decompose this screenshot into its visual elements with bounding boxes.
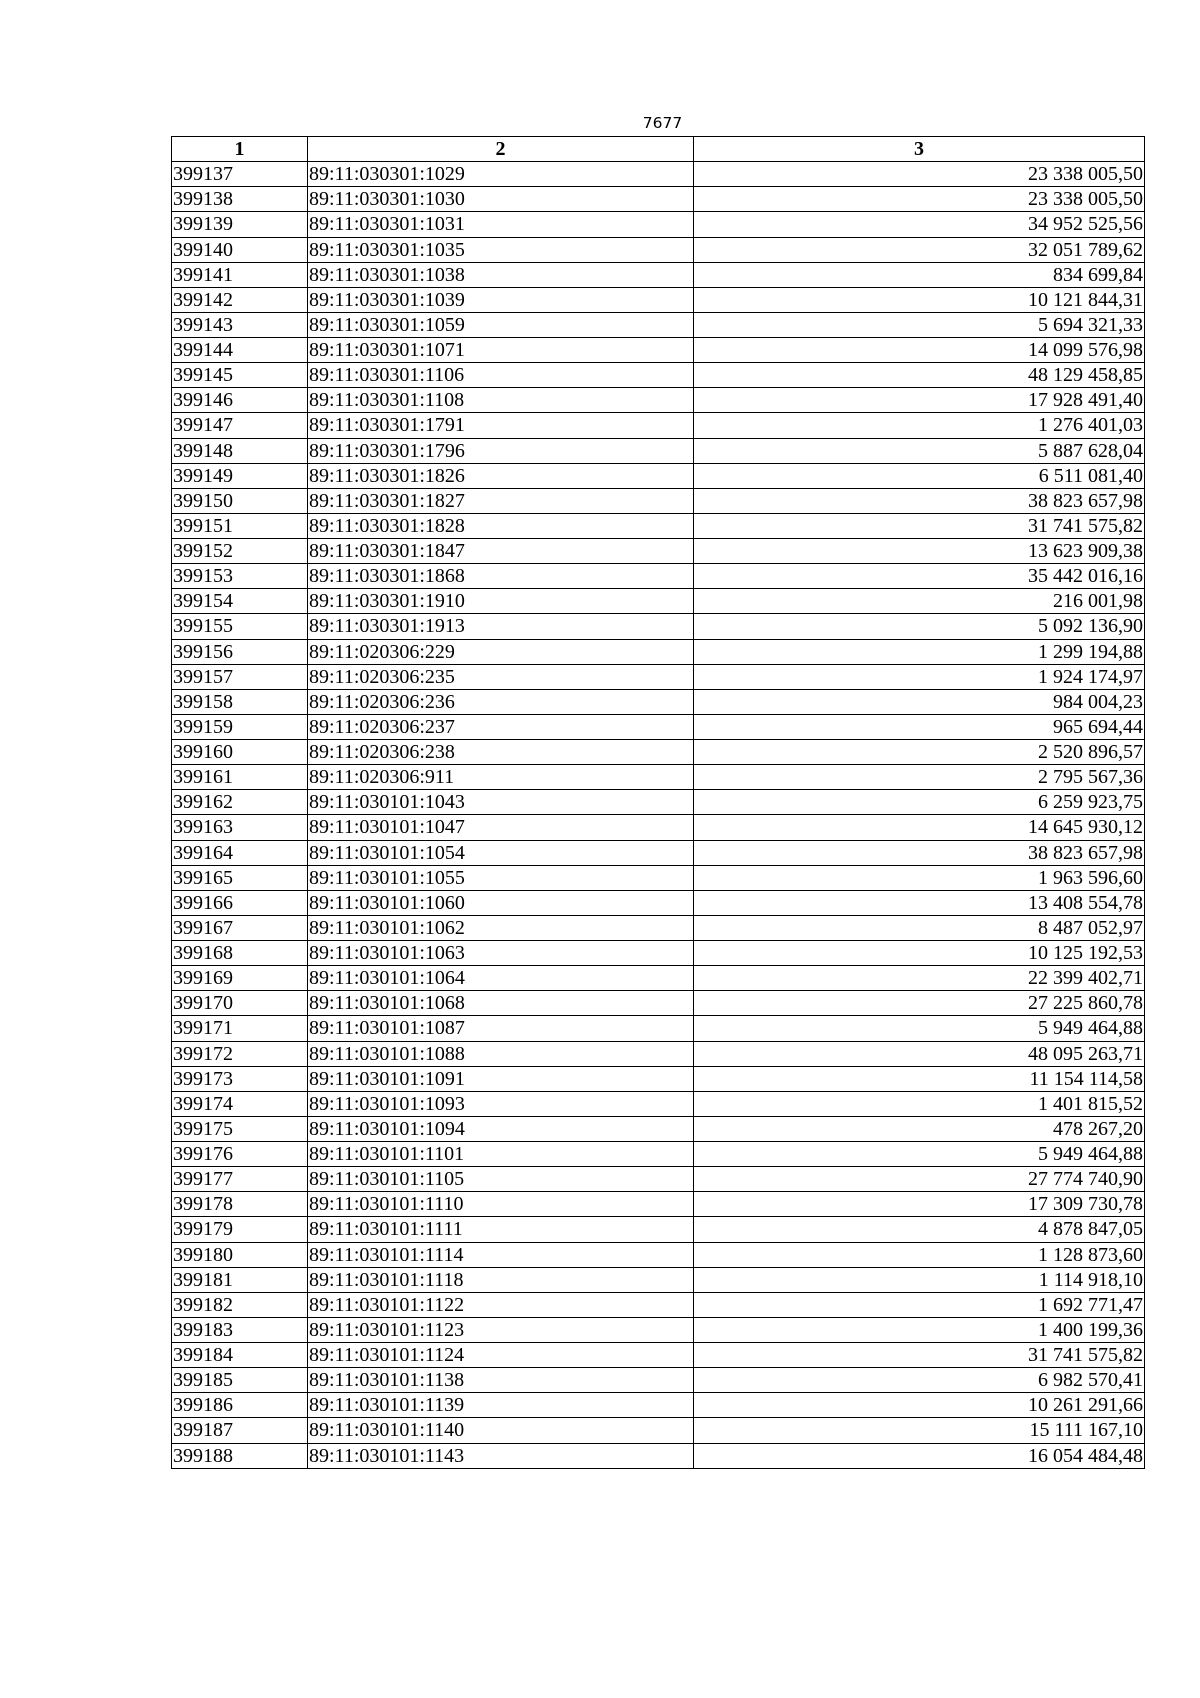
record-number-cell: 399151 — [172, 513, 308, 538]
value-cell: 6 259 923,75 — [694, 790, 1145, 815]
cadastral-number-cell: 89:11:030101:1088 — [308, 1041, 694, 1066]
table-row — [172, 1368, 1145, 1393]
table-row — [172, 237, 1145, 262]
value-cell: 1 924 174,97 — [694, 664, 1145, 689]
table-row — [172, 287, 1145, 312]
table-row — [172, 262, 1145, 287]
record-number-cell: 399137 — [172, 162, 308, 187]
value-cell: 6 511 081,40 — [694, 463, 1145, 488]
value-cell: 8 487 052,97 — [694, 915, 1145, 940]
record-number-cell: 399163 — [172, 815, 308, 840]
table-row — [172, 1393, 1145, 1418]
value-cell: 38 823 657,98 — [694, 840, 1145, 865]
record-number-cell: 399173 — [172, 1066, 308, 1091]
record-number-cell: 399150 — [172, 488, 308, 513]
cadastral-number-cell: 89:11:020306:238 — [308, 740, 694, 765]
table-row — [172, 941, 1145, 966]
table-row — [172, 388, 1145, 413]
cadastral-number-cell: 89:11:030301:1059 — [308, 312, 694, 337]
table-row — [172, 1016, 1145, 1041]
record-number-cell: 399148 — [172, 438, 308, 463]
record-number-cell: 399149 — [172, 463, 308, 488]
cadastral-number-cell: 89:11:030101:1087 — [308, 1016, 694, 1041]
table-row — [172, 1343, 1145, 1368]
value-cell: 1 401 815,52 — [694, 1091, 1145, 1116]
cadastral-number-cell: 89:11:030101:1114 — [308, 1242, 694, 1267]
value-cell: 216 001,98 — [694, 589, 1145, 614]
record-number-cell: 399164 — [172, 840, 308, 865]
value-cell: 478 267,20 — [694, 1116, 1145, 1141]
cadastral-number-cell: 89:11:030301:1828 — [308, 513, 694, 538]
record-number-cell: 399168 — [172, 941, 308, 966]
table-row — [172, 639, 1145, 664]
value-cell: 38 823 657,98 — [694, 488, 1145, 513]
table-row — [172, 664, 1145, 689]
table-row — [172, 966, 1145, 991]
record-number-cell: 399155 — [172, 614, 308, 639]
table-row — [172, 1292, 1145, 1317]
table-row — [172, 539, 1145, 564]
cadastral-number-cell: 89:11:030101:1047 — [308, 815, 694, 840]
value-cell: 834 699,84 — [694, 262, 1145, 287]
table-row — [172, 1443, 1145, 1468]
cadastral-number-cell: 89:11:030101:1063 — [308, 941, 694, 966]
table-row — [172, 1167, 1145, 1192]
cadastral-number-cell: 89:11:020306:911 — [308, 765, 694, 790]
value-cell: 23 338 005,50 — [694, 187, 1145, 212]
value-cell: 11 154 114,58 — [694, 1066, 1145, 1091]
cadastral-number-cell: 89:11:020306:235 — [308, 664, 694, 689]
table-row — [172, 1217, 1145, 1242]
table-row — [172, 187, 1145, 212]
cadastral-number-cell: 89:11:020306:229 — [308, 639, 694, 664]
record-number-cell: 399169 — [172, 966, 308, 991]
page-number: 7677 — [642, 114, 683, 132]
cadastral-number-cell: 89:11:030101:1122 — [308, 1292, 694, 1317]
table-row — [172, 840, 1145, 865]
value-cell: 48 095 263,71 — [694, 1041, 1145, 1066]
cadastral-number-cell: 89:11:030101:1143 — [308, 1443, 694, 1468]
cadastral-number-cell: 89:11:030101:1123 — [308, 1317, 694, 1342]
record-number-cell: 399187 — [172, 1418, 308, 1443]
cadastral-number-cell: 89:11:020306:237 — [308, 714, 694, 739]
record-number-cell: 399175 — [172, 1116, 308, 1141]
table-row — [172, 212, 1145, 237]
cadastral-number-cell: 89:11:030101:1110 — [308, 1192, 694, 1217]
table-row — [172, 1267, 1145, 1292]
table-row — [172, 714, 1145, 739]
value-cell: 35 442 016,16 — [694, 564, 1145, 589]
value-cell: 5 694 321,33 — [694, 312, 1145, 337]
table-row — [172, 865, 1145, 890]
record-number-cell: 399139 — [172, 212, 308, 237]
cadastral-number-cell: 89:11:030301:1913 — [308, 614, 694, 639]
cadastral-number-cell: 89:11:030301:1071 — [308, 338, 694, 363]
record-number-cell: 399142 — [172, 287, 308, 312]
cadastral-number-cell: 89:11:030301:1029 — [308, 162, 694, 187]
value-cell: 1 114 918,10 — [694, 1267, 1145, 1292]
record-number-cell: 399186 — [172, 1393, 308, 1418]
record-number-cell: 399153 — [172, 564, 308, 589]
record-number-cell: 399184 — [172, 1343, 308, 1368]
column-header-2: 2 — [308, 137, 694, 162]
record-number-cell: 399166 — [172, 890, 308, 915]
value-cell: 22 399 402,71 — [694, 966, 1145, 991]
cadastral-number-cell: 89:11:030301:1038 — [308, 262, 694, 287]
table-row — [172, 162, 1145, 187]
table-row — [172, 1116, 1145, 1141]
cadastral-number-cell: 89:11:030301:1031 — [308, 212, 694, 237]
record-number-cell: 399182 — [172, 1292, 308, 1317]
column-header-1: 1 — [172, 137, 308, 162]
table-row — [172, 1066, 1145, 1091]
table-row — [172, 1418, 1145, 1443]
value-cell: 31 741 575,82 — [694, 513, 1145, 538]
cadastral-number-cell: 89:11:030301:1910 — [308, 589, 694, 614]
record-number-cell: 399146 — [172, 388, 308, 413]
table-row — [172, 338, 1145, 363]
table-row — [172, 438, 1145, 463]
value-cell: 5 949 464,88 — [694, 1016, 1145, 1041]
table-row — [172, 991, 1145, 1016]
table-row — [172, 614, 1145, 639]
cadastral-number-cell: 89:11:020306:236 — [308, 689, 694, 714]
record-number-cell: 399156 — [172, 639, 308, 664]
value-cell: 15 111 167,10 — [694, 1418, 1145, 1443]
value-cell: 13 623 909,38 — [694, 539, 1145, 564]
cadastral-number-cell: 89:11:030101:1138 — [308, 1368, 694, 1393]
cadastral-number-cell: 89:11:030301:1827 — [308, 488, 694, 513]
record-number-cell: 399179 — [172, 1217, 308, 1242]
value-cell: 34 952 525,56 — [694, 212, 1145, 237]
record-number-cell: 399160 — [172, 740, 308, 765]
value-cell: 1 963 596,60 — [694, 865, 1145, 890]
cadastral-number-cell: 89:11:030101:1093 — [308, 1091, 694, 1116]
value-cell: 23 338 005,50 — [694, 162, 1145, 187]
table-row — [172, 564, 1145, 589]
table-row — [172, 1041, 1145, 1066]
cadastral-number-cell: 89:11:030301:1847 — [308, 539, 694, 564]
table-row — [172, 1242, 1145, 1267]
value-cell: 2 520 896,57 — [694, 740, 1145, 765]
record-number-cell: 399183 — [172, 1317, 308, 1342]
table-row — [172, 463, 1145, 488]
cadastral-number-cell: 89:11:030301:1796 — [308, 438, 694, 463]
record-number-cell: 399170 — [172, 991, 308, 1016]
value-cell: 27 225 860,78 — [694, 991, 1145, 1016]
column-header-3: 3 — [694, 137, 1145, 162]
table-row — [172, 790, 1145, 815]
value-cell: 10 125 192,53 — [694, 941, 1145, 966]
table-row — [172, 413, 1145, 438]
record-number-cell: 399167 — [172, 915, 308, 940]
header-row — [172, 137, 1145, 162]
cadastral-number-cell: 89:11:030301:1035 — [308, 237, 694, 262]
cadastral-number-cell: 89:11:030101:1043 — [308, 790, 694, 815]
record-number-cell: 399154 — [172, 589, 308, 614]
record-number-cell: 399157 — [172, 664, 308, 689]
value-cell: 1 299 194,88 — [694, 639, 1145, 664]
record-number-cell: 399145 — [172, 363, 308, 388]
table-row — [172, 1192, 1145, 1217]
value-cell: 6 982 570,41 — [694, 1368, 1145, 1393]
cadastral-number-cell: 89:11:030101:1124 — [308, 1343, 694, 1368]
cadastral-number-cell: 89:11:030101:1060 — [308, 890, 694, 915]
value-cell: 17 309 730,78 — [694, 1192, 1145, 1217]
record-number-cell: 399171 — [172, 1016, 308, 1041]
record-number-cell: 399172 — [172, 1041, 308, 1066]
value-cell: 4 878 847,05 — [694, 1217, 1145, 1242]
record-number-cell: 399181 — [172, 1267, 308, 1292]
cadastral-number-cell: 89:11:030101:1094 — [308, 1116, 694, 1141]
value-cell: 5 887 628,04 — [694, 438, 1145, 463]
table-row — [172, 890, 1145, 915]
value-cell: 17 928 491,40 — [694, 388, 1145, 413]
table-row — [172, 488, 1145, 513]
record-number-cell: 399152 — [172, 539, 308, 564]
record-number-cell: 399140 — [172, 237, 308, 262]
cadastral-number-cell: 89:11:030101:1068 — [308, 991, 694, 1016]
value-cell: 16 054 484,48 — [694, 1443, 1145, 1468]
cadastral-number-cell: 89:11:030101:1101 — [308, 1142, 694, 1167]
table-row — [172, 740, 1145, 765]
record-number-cell: 399144 — [172, 338, 308, 363]
record-number-cell: 399143 — [172, 312, 308, 337]
table-header — [172, 137, 1145, 162]
table-row — [172, 589, 1145, 614]
table-row — [172, 689, 1145, 714]
cadastral-number-cell: 89:11:030101:1140 — [308, 1418, 694, 1443]
record-number-cell: 399176 — [172, 1142, 308, 1167]
value-cell: 1 276 401,03 — [694, 413, 1145, 438]
cadastral-number-cell: 89:11:030101:1064 — [308, 966, 694, 991]
value-cell: 2 795 567,36 — [694, 765, 1145, 790]
cadastral-number-cell: 89:11:030301:1826 — [308, 463, 694, 488]
cadastral-number-cell: 89:11:030301:1868 — [308, 564, 694, 589]
cadastral-number-cell: 89:11:030101:1105 — [308, 1167, 694, 1192]
record-number-cell: 399162 — [172, 790, 308, 815]
value-cell: 1 692 771,47 — [694, 1292, 1145, 1317]
table-row — [172, 363, 1145, 388]
record-number-cell: 399188 — [172, 1443, 308, 1468]
table-row — [172, 1091, 1145, 1116]
value-cell: 32 051 789,62 — [694, 237, 1145, 262]
cadastral-number-cell: 89:11:030101:1139 — [308, 1393, 694, 1418]
cadastral-number-cell: 89:11:030101:1118 — [308, 1267, 694, 1292]
record-number-cell: 399165 — [172, 865, 308, 890]
value-cell: 14 645 930,12 — [694, 815, 1145, 840]
data-table — [171, 136, 1145, 1469]
record-number-cell: 399177 — [172, 1167, 308, 1192]
table-row — [172, 1317, 1145, 1342]
record-number-cell: 399180 — [172, 1242, 308, 1267]
value-cell: 31 741 575,82 — [694, 1343, 1145, 1368]
value-cell: 14 099 576,98 — [694, 338, 1145, 363]
value-cell: 984 004,23 — [694, 689, 1145, 714]
cadastral-number-cell: 89:11:030301:1791 — [308, 413, 694, 438]
cadastral-number-cell: 89:11:030101:1054 — [308, 840, 694, 865]
value-cell: 27 774 740,90 — [694, 1167, 1145, 1192]
value-cell: 965 694,44 — [694, 714, 1145, 739]
table-body — [172, 162, 1145, 1469]
record-number-cell: 399141 — [172, 262, 308, 287]
value-cell: 10 261 291,66 — [694, 1393, 1145, 1418]
cadastral-number-cell: 89:11:030301:1108 — [308, 388, 694, 413]
cadastral-number-cell: 89:11:030101:1091 — [308, 1066, 694, 1091]
cadastral-number-cell: 89:11:030101:1062 — [308, 915, 694, 940]
table-row — [172, 1142, 1145, 1167]
table-row — [172, 915, 1145, 940]
record-number-cell: 399147 — [172, 413, 308, 438]
table-row — [172, 513, 1145, 538]
table-row — [172, 815, 1145, 840]
value-cell: 10 121 844,31 — [694, 287, 1145, 312]
record-number-cell: 399174 — [172, 1091, 308, 1116]
value-cell: 1 400 199,36 — [694, 1317, 1145, 1342]
record-number-cell: 399178 — [172, 1192, 308, 1217]
record-number-cell: 399159 — [172, 714, 308, 739]
record-number-cell: 399158 — [172, 689, 308, 714]
record-number-cell: 399185 — [172, 1368, 308, 1393]
cadastral-number-cell: 89:11:030101:1055 — [308, 865, 694, 890]
value-cell: 13 408 554,78 — [694, 890, 1145, 915]
cadastral-number-cell: 89:11:030101:1111 — [308, 1217, 694, 1242]
table-row — [172, 765, 1145, 790]
value-cell: 48 129 458,85 — [694, 363, 1145, 388]
value-cell: 5 949 464,88 — [694, 1142, 1145, 1167]
record-number-cell: 399138 — [172, 187, 308, 212]
record-number-cell: 399161 — [172, 765, 308, 790]
value-cell: 5 092 136,90 — [694, 614, 1145, 639]
cadastral-number-cell: 89:11:030301:1039 — [308, 287, 694, 312]
cadastral-number-cell: 89:11:030301:1106 — [308, 363, 694, 388]
value-cell: 1 128 873,60 — [694, 1242, 1145, 1267]
cadastral-number-cell: 89:11:030301:1030 — [308, 187, 694, 212]
table-row — [172, 312, 1145, 337]
